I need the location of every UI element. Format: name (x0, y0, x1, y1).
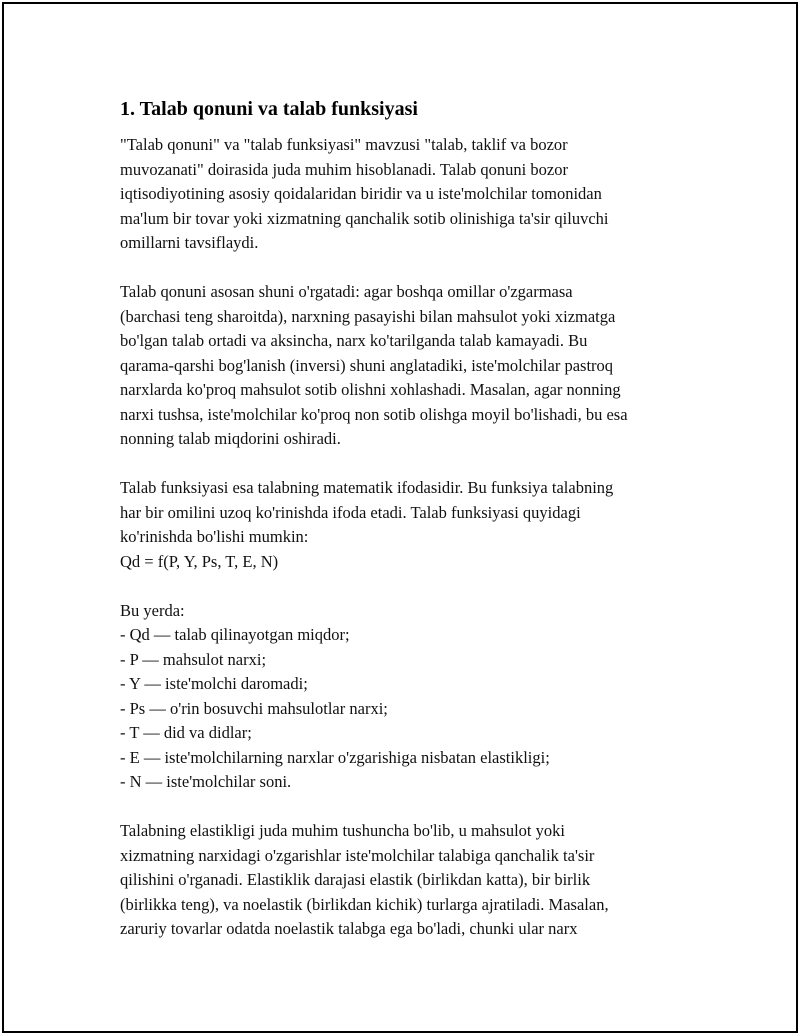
text-line: "Talab qonuni" va "talab funksiyasi" mavzusi "talab, taklif va bozor (120, 135, 568, 154)
list-item: - T — did va didlar; (120, 723, 252, 742)
list-item: - E — iste'molchilarning narxlar o'zgarishiga nisbatan elastikligi; (120, 747, 550, 767)
paragraph-variable-list (120, 599, 700, 795)
text-line: qilishini o'rganadi. Elastiklik darajasi elastik (birlikdan katta), bir birlik (120, 870, 591, 889)
text-line: ko'rinishda bo'lishi mumkin: (120, 527, 309, 546)
text-line: qarama-qarshi bog'lanish (inversi) shuni anglatadiki, iste'molchilar pastroq (120, 355, 614, 375)
page-title: 1. Talab qonuni va talab funksiyasi (120, 98, 418, 120)
text-line: (barchasi teng sharoitda), narxning pasayishi bilan mahsulot yoki xizmatga (120, 306, 616, 326)
list-heading: Bu yerda: (120, 600, 185, 620)
text-line: omillarni tavsiflaydi. (120, 233, 259, 252)
text-line: Talab qonuni asosan shuni o'rgatadi: agar boshqa omillar o'zgarmasa (120, 282, 573, 301)
list-item: - Qd — talab qilinayotgan miqdor; (120, 625, 350, 644)
text-line: xizmatning narxidagi o'zgarishlar iste'molchilar talabiga qanchalik ta'sir (120, 845, 595, 865)
text-line: har bir omilini uzoq ko'rinishda ifoda etadi. Talab funksiyasi quyidagi (120, 502, 581, 522)
paragraph-law-of-demand (120, 280, 700, 452)
text-line: bo'lgan talab ortadi va aksincha, narx ko'tarilganda talab kamayadi. Bu (120, 331, 588, 350)
list-item: - Ps — o'rin bosuvchi mahsulotlar narxi; (120, 698, 388, 718)
text-line: narxlarda ko'proq mahsulot sotib olishni xohlashadi. Masalan, agar nonning (120, 380, 621, 399)
formula-line: Qd = f(P, Y, Ps, T, E, N) (120, 551, 279, 571)
document-body (120, 96, 700, 966)
text-line: (birlikka teng), va noelastik (birlikdan kichik) turlarga ajratiladi. Masalan, (120, 894, 609, 914)
list-item: - N — iste'molchilar soni. (120, 772, 292, 791)
text-line: Talab funksiyasi esa talabning matematik ifodasidir. Bu funksiya talabning (120, 478, 614, 497)
text-line: muvozanati" doirasida juda muhim hisoblanadi. Talab qonuni bozor (120, 159, 568, 179)
text-line: iqtisodiyotining asosiy qoidalaridan biridir va u iste'molchilar tomonidan (120, 184, 602, 203)
list-item: - Y — iste'molchi daromadi; (120, 674, 308, 693)
text-line: zaruriy tovarlar odatda noelastik talabga ega bo'ladi, chunki ular narx (120, 919, 578, 938)
paragraph-elasticity (120, 819, 700, 942)
list-item: - P — mahsulot narxi; (120, 649, 267, 669)
text-line: narxi tushsa, iste'molchilar ko'proq non sotib olishga moyil bo'lishadi, bu esa (120, 404, 628, 424)
paragraph-demand-function (120, 476, 700, 574)
text-line: ma'lum bir tovar yoki xizmatning qanchalik sotib olinishiga ta'sir qiluvchi (120, 208, 609, 228)
text-line: Talabning elastikligi juda muhim tushuncha bo'lib, u mahsulot yoki (120, 821, 565, 840)
text-line: nonning talab miqdorini oshiradi. (120, 429, 341, 448)
paragraph-intro (120, 133, 700, 256)
page-frame (2, 2, 798, 1033)
